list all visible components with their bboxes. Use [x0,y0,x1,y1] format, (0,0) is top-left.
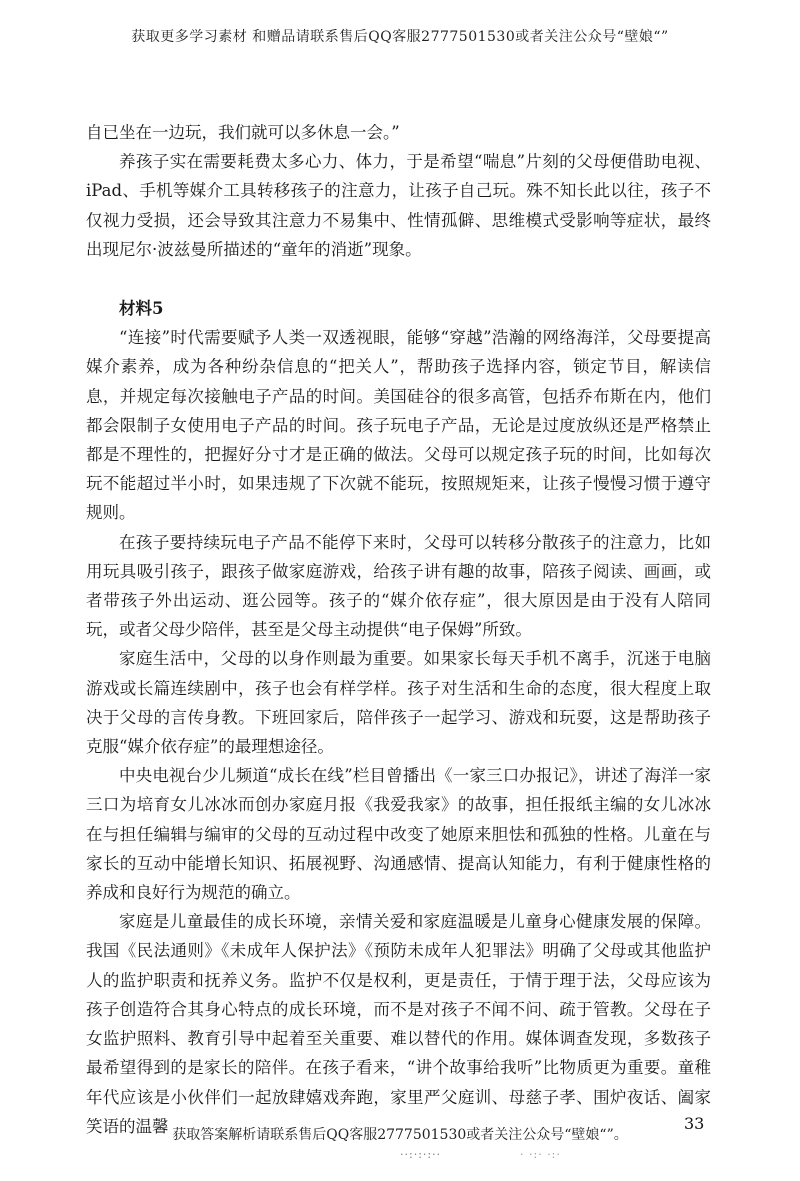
scan-noise: · ·:· ·:· [520,1148,561,1161]
paragraph: 家庭生活中，父母的以身作则最为重要。如果家长每天手机不离手，沉迷于电脑游戏或长篇连续剧中，孩子也会有样学样。孩子对生活和生命的态度，很大程度上取决于父母的言传身教。下班回家后，陪伴孩子一起学习、游戏和玩耍，这是帮助孩子克服“媒介依存症”的最理想途径。 [86,649,711,757]
spacer [86,264,711,294]
paragraph: “连接”时代需要赋予人类一双透视眼，能够“穿越”浩瀚的网络海洋，父母要提高媒介素养，成为各种纷杂信息的“把关人”，帮助孩子选择内容，锁定节目，解读信息，并规定每次接触电子产品的时间。美国硅谷的很多高管，包括乔布斯在内，他们都会限制子女使用电子产品的时间。孩子玩电子产品，无论是过度放纵还是严格禁止都是不理性的，把握好分寸才是正确的做法。父母可以规定孩子玩的时间，比如每次玩不能超过半小时，如果违规了下次就不能玩，按照规矩来，让孩子慢慢习惯于遵守规则。 [86,328,711,523]
paragraph: 家庭是儿童最佳的成长环境，亲情关爱和家庭温暖是儿童身心健康发展的保障。我国《民法通则》《未成年人保护法》《预防未成年人犯罪法》明确了父母或其他监护人的监护职责和抚养义务。监护不仅是权利，更是责任，于情于理于法，父母应该为孩子创造符合其身心特点的成长环境，而不是对孩子不闻不问、疏于管教。父母在子女监护照料、教育引导中起着至关重要、难以替代的作用。媒体调查发现，多数孩子最希望得到的是家长的陪伴。在孩子看来，“讲个故事给我听”比物质更为重要。童稚年代应该是小伙伴们一起放肆嬉戏奔跑，家里严父庭训、母慈子孝、围炉夜话、阖家笑语的温馨 [86,912,711,1136]
paragraph: 中央电视台少儿频道“成长在线”栏目曾播出《一家三口办报记》，讲述了海洋一家三口为培育女儿冰冰而创办家庭月报《我爱我家》的故事，担任报纸主编的女儿冰冰在与担任编辑与编审的父母的互动过程中改变了她原来胆怯和孤独的性格。儿童在与家长的互动中能增长知识、拓展视野、沟通感情、提高认知能力，有利于健康性格的养成和良好行为规范的确立。 [86,766,711,903]
paragraph-continuation: 自已坐在一边玩，我们就可以多休息一会。” [86,123,400,142]
section-title: 材料5 [119,299,164,319]
paragraph: 养孩子实在需要耗费太多心力、体力，于是希望“喘息”片刻的父母便借助电视、iPad、手机等媒介工具转移孩子的注意力，让孩子自己玩。殊不知长此以往，孩子不仅视力受损，还会导致其注意力不易集中、性情孤僻、思维模式受影响等症状，最终出现尼尔·波兹曼所描述的“童年的消逝”现象。 [86,152,711,259]
page-footer-watermark: 获取答案解析请联系售后QQ客服2777501530或者关注公众号“壁娘“”。 [172,1127,628,1143]
page-header-watermark: 获取更多学习素材 和赠品请联系售后QQ客服2777501530或者关注公众号“壁娘“” [131,29,669,45]
scan-noise: ··:·:·:·· [400,1148,442,1161]
document-body [86,118,711,1141]
page-number: 33 [684,1114,705,1133]
paragraph: 在孩子要持续玩电子产品不能停下来时，父母可以转移分散孩子的注意力，比如用玩具吸引孩子，跟孩子做家庭游戏，给孩子讲有趣的故事，陪孩子阅读、画画，或者带孩子外出运动、逛公园等。孩子的“媒介依存症”，很大原因是由于没有人陪同玩，或者父母少陪伴，甚至是父母主动提供“电子保姆”所致。 [86,532,711,640]
